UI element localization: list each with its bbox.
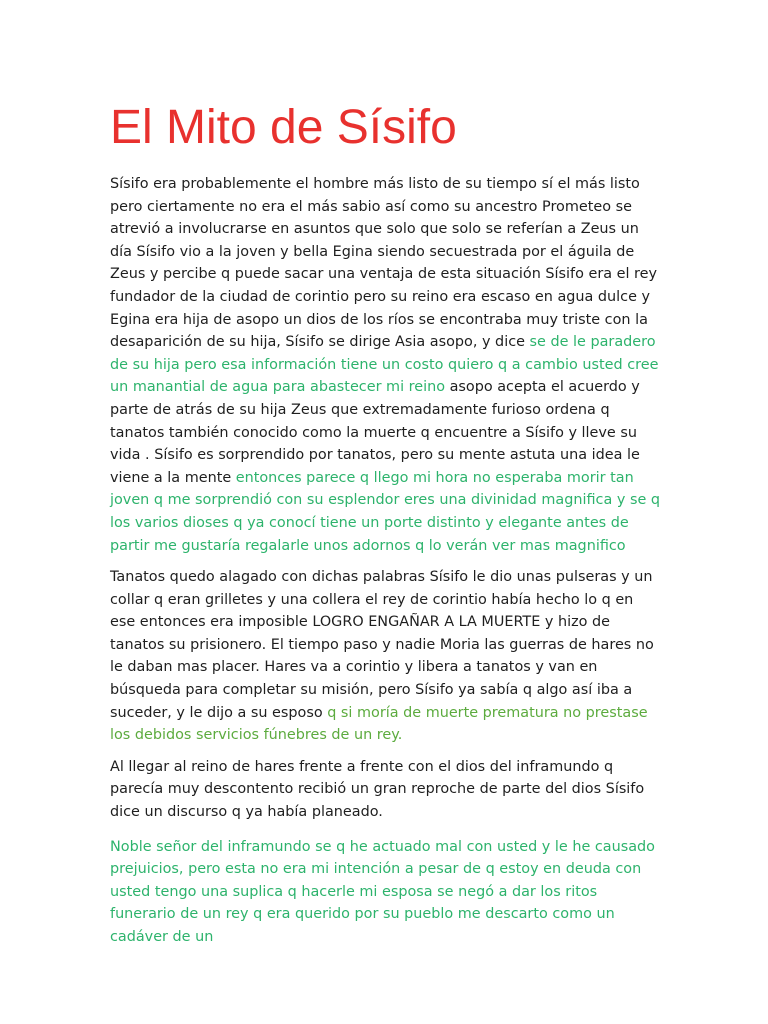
paragraph-2 <box>110 566 662 747</box>
paragraph-1-quote-b: entonces parece q llego mi hora no esperaba morir tan joven q me sorprendió con su esplendor eres una divinidad magnifica y se q los varios dioses q ya conocí tiene un porte distinto y elegante antes de partir me gustaría regalarle unos adornos q lo verán ver mas magnifico <box>110 469 661 554</box>
document-title: El Mito de Sísifo <box>110 101 457 154</box>
document-page <box>110 96 662 958</box>
paragraph-1-text-b: asopo acepta el acuerdo y parte de atrás de su hija Zeus que extremadamente furioso ordena q tanatos también conocido como la muerte q encuentre a Sísifo y lleve su vida . Sísifo es sorprendido por tanatos, pero su mente astuta una idea le viene a la mente <box>110 379 640 486</box>
paragraph-4-quote: Noble señor del inframundo se q he actuado mal con usted y le he causado prejuicios, pero esta no era mi intención a pesar de q estoy en deuda con usted tengo una suplica q hacerle mi esposa se negó a dar los ritos funerario de un rey q era querido por su pueblo me descarto como un cadáver de un <box>110 838 655 945</box>
paragraph-1 <box>110 173 662 557</box>
paragraph-3: Al llegar al reino de hares frente a frente con el dios del inframundo q parecía muy descontento recibió un gran reproche de parte del dios Sísifo dice un discurso q ya había planeado. <box>110 758 645 821</box>
paragraph-2-quote: q si moría de muerte prematura no prestase los debidos servicios fúnebres de un rey. <box>110 704 648 744</box>
paragraph-1-text-a: Sísifo era probablemente el hombre más listo de su tiempo sí el más listo pero ciertamente no era el más sabio así como su ancestro Prometeo se atrevió a involucrarse en asuntos que solo que solo se referían a Zeus un día Sísifo vio a la joven y bella Egina siendo secuestrada por el águila de Zeus y percibe q puede sacar una ventaja de esta situación Sísifo era el rey fundador de la ciudad de corintio pero su reino era escaso en agua dulce y Egina era hija de asopo un dios de los ríos se encontraba muy triste con la desaparición de su hija, Sísifo se dirige Asia asopo, y dice <box>110 176 658 351</box>
paragraph-2-text: Tanatos quedo alagado con dichas palabras Sísifo le dio unas pulseras y un collar q eran grilletes y una collera el rey de corintio había hecho lo q en ese entonces era imposible LOGRO ENGAÑAR A LA MUERTE y hizo de tanatos su prisionero. El tiempo paso y nadie Moria las guerras de hares no le daban mas placer. Hares va a corintio y libera a tanatos y van en búsqueda para completar su misión, pero Sísifo ya sabía q algo así iba a suceder, y le dijo a su esposo <box>110 569 654 721</box>
paragraph-1-quote-a: se de le paradero de su hija pero esa información tiene un costo quiero q a cambio usted cree un manantial de agua para abastecer mi reino <box>110 334 659 396</box>
